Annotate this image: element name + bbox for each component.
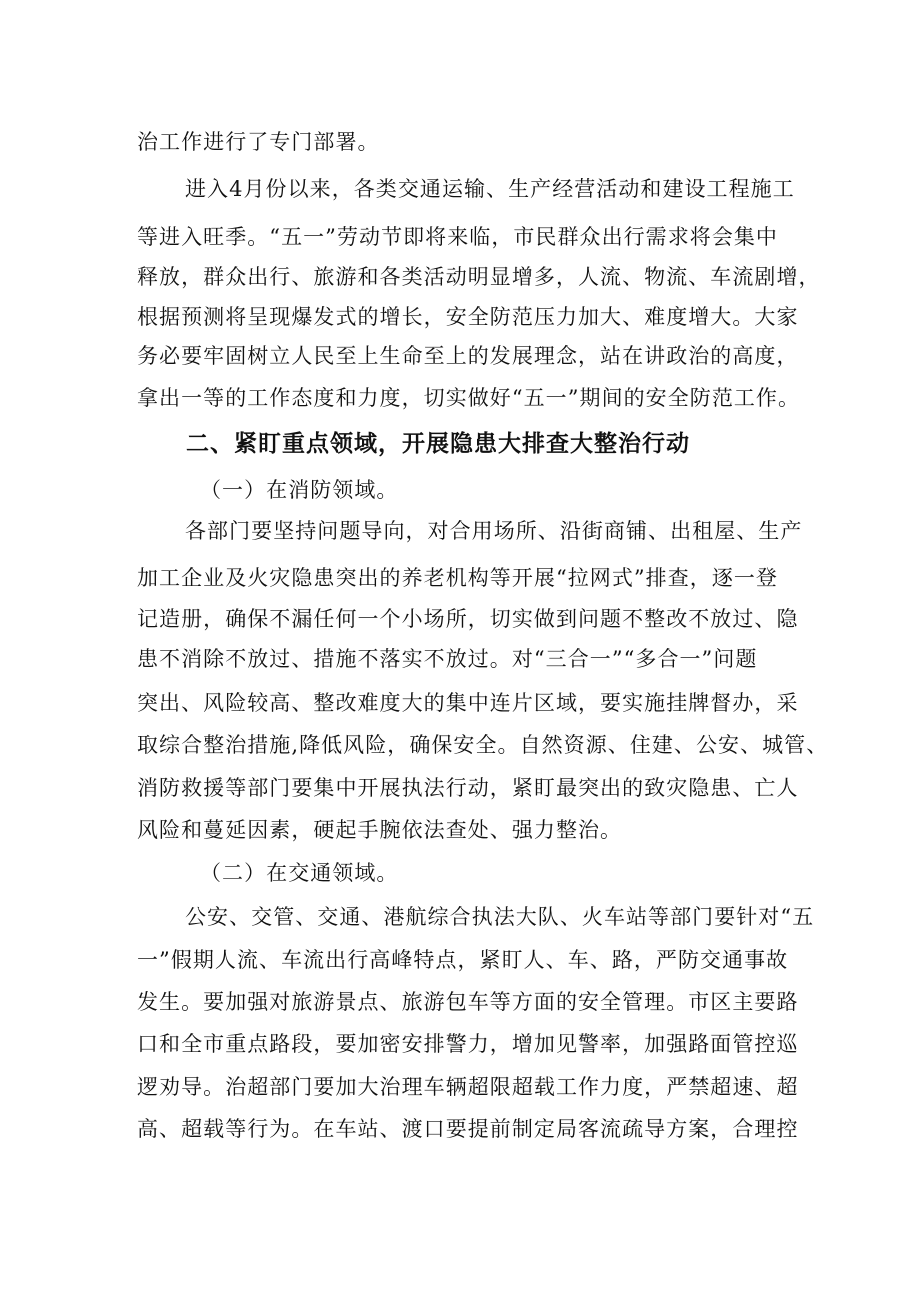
subsection-1-line-2: 加工企业及火灾隐患突出的养老机构等开展“拉网式”排查，逐一登 <box>137 566 778 590</box>
subsection-2-line-6: 高、超载等行为。在车站、渡口要提前制定局客流疏导方案，合理控 <box>137 1117 799 1141</box>
subsection-1-line-6: 取综合整治措施,降低风险，确保安全。自然资源、住建、公安、城管、 <box>137 733 829 757</box>
paragraph-2-line-1: 进入4月份以来，各类交通运输、生产经营活动和建设工程施工 <box>185 177 795 201</box>
paragraph-2-line-3: 释放，群众出行、旅游和各类活动明显增多，人流、物流、车流剧增， <box>137 265 821 289</box>
paragraph-2-line-5: 务必要牢固树立人民至上生命至上的发展理念，站在讲政治的高度， <box>137 344 799 368</box>
subsection-2-line-5: 逻劝导。治超部门要加大治理车辆超限超载工作力度，严禁超速、超 <box>137 1075 799 1099</box>
subsection-2-line-4: 口和全市重点路段，要加密安排警力，增加见警率，加强路面管控巡 <box>137 1032 799 1056</box>
subsection-1-line-7: 消防救援等部门要集中开展执法行动，紧盯最突出的致灾隐患、亡人 <box>137 776 799 800</box>
subsection-1-line-5: 突出、风险较高、整改难度大的集中连片区域，要实施挂牌督办，采 <box>137 691 799 715</box>
subsection-1-line-8: 风险和蔓延因素，硬起手腕依法查处、强力整治。 <box>137 818 623 842</box>
subsection-1-line-4: 患不消除不放过、措施不落实不放过。对“三合一”“多合一”问题 <box>137 647 758 671</box>
subsection-1-line-1: 各部门要坚持问题导向，对合用场所、沿街商铺、出租屋、生产 <box>185 519 803 543</box>
paragraph-2-line-2: 等进入旺季。“五一”劳动节即将来临，市民群众出行需求将会集中 <box>137 225 778 249</box>
section-heading: 二、紧盯重点领域，开展隐患大排查大整治行动 <box>186 431 690 457</box>
subsection-2-line-2: 一”假期人流、车流出行高峰特点，紧盯人、车、路，严防交通事故 <box>137 948 789 972</box>
subsection-1-heading: （一）在消防领域。 <box>200 478 399 502</box>
subsection-2-line-3: 发生。要加强对旅游景点、旅游包车等方面的安全管理。市区主要路 <box>137 990 799 1014</box>
paragraph-1-line-1: 治工作进行了专门部署。 <box>137 130 380 154</box>
subsection-1-line-3: 记造册，确保不漏任何一个小场所，切实做到问题不整改不放过、隐 <box>137 607 799 631</box>
subsection-2-heading: （二）在交通领域。 <box>200 861 399 885</box>
paragraph-2-line-4: 根据预测将呈现爆发式的增长，安全防范压力加大、难度增大。大家 <box>137 305 799 329</box>
subsection-2-line-1: 公安、交管、交通、港航综合执法大队、火车站等部门要针对“五 <box>185 905 815 929</box>
paragraph-2-line-6: 拿出一等的工作态度和力度，切实做好“五一”期间的安全防范工作。 <box>137 386 801 410</box>
